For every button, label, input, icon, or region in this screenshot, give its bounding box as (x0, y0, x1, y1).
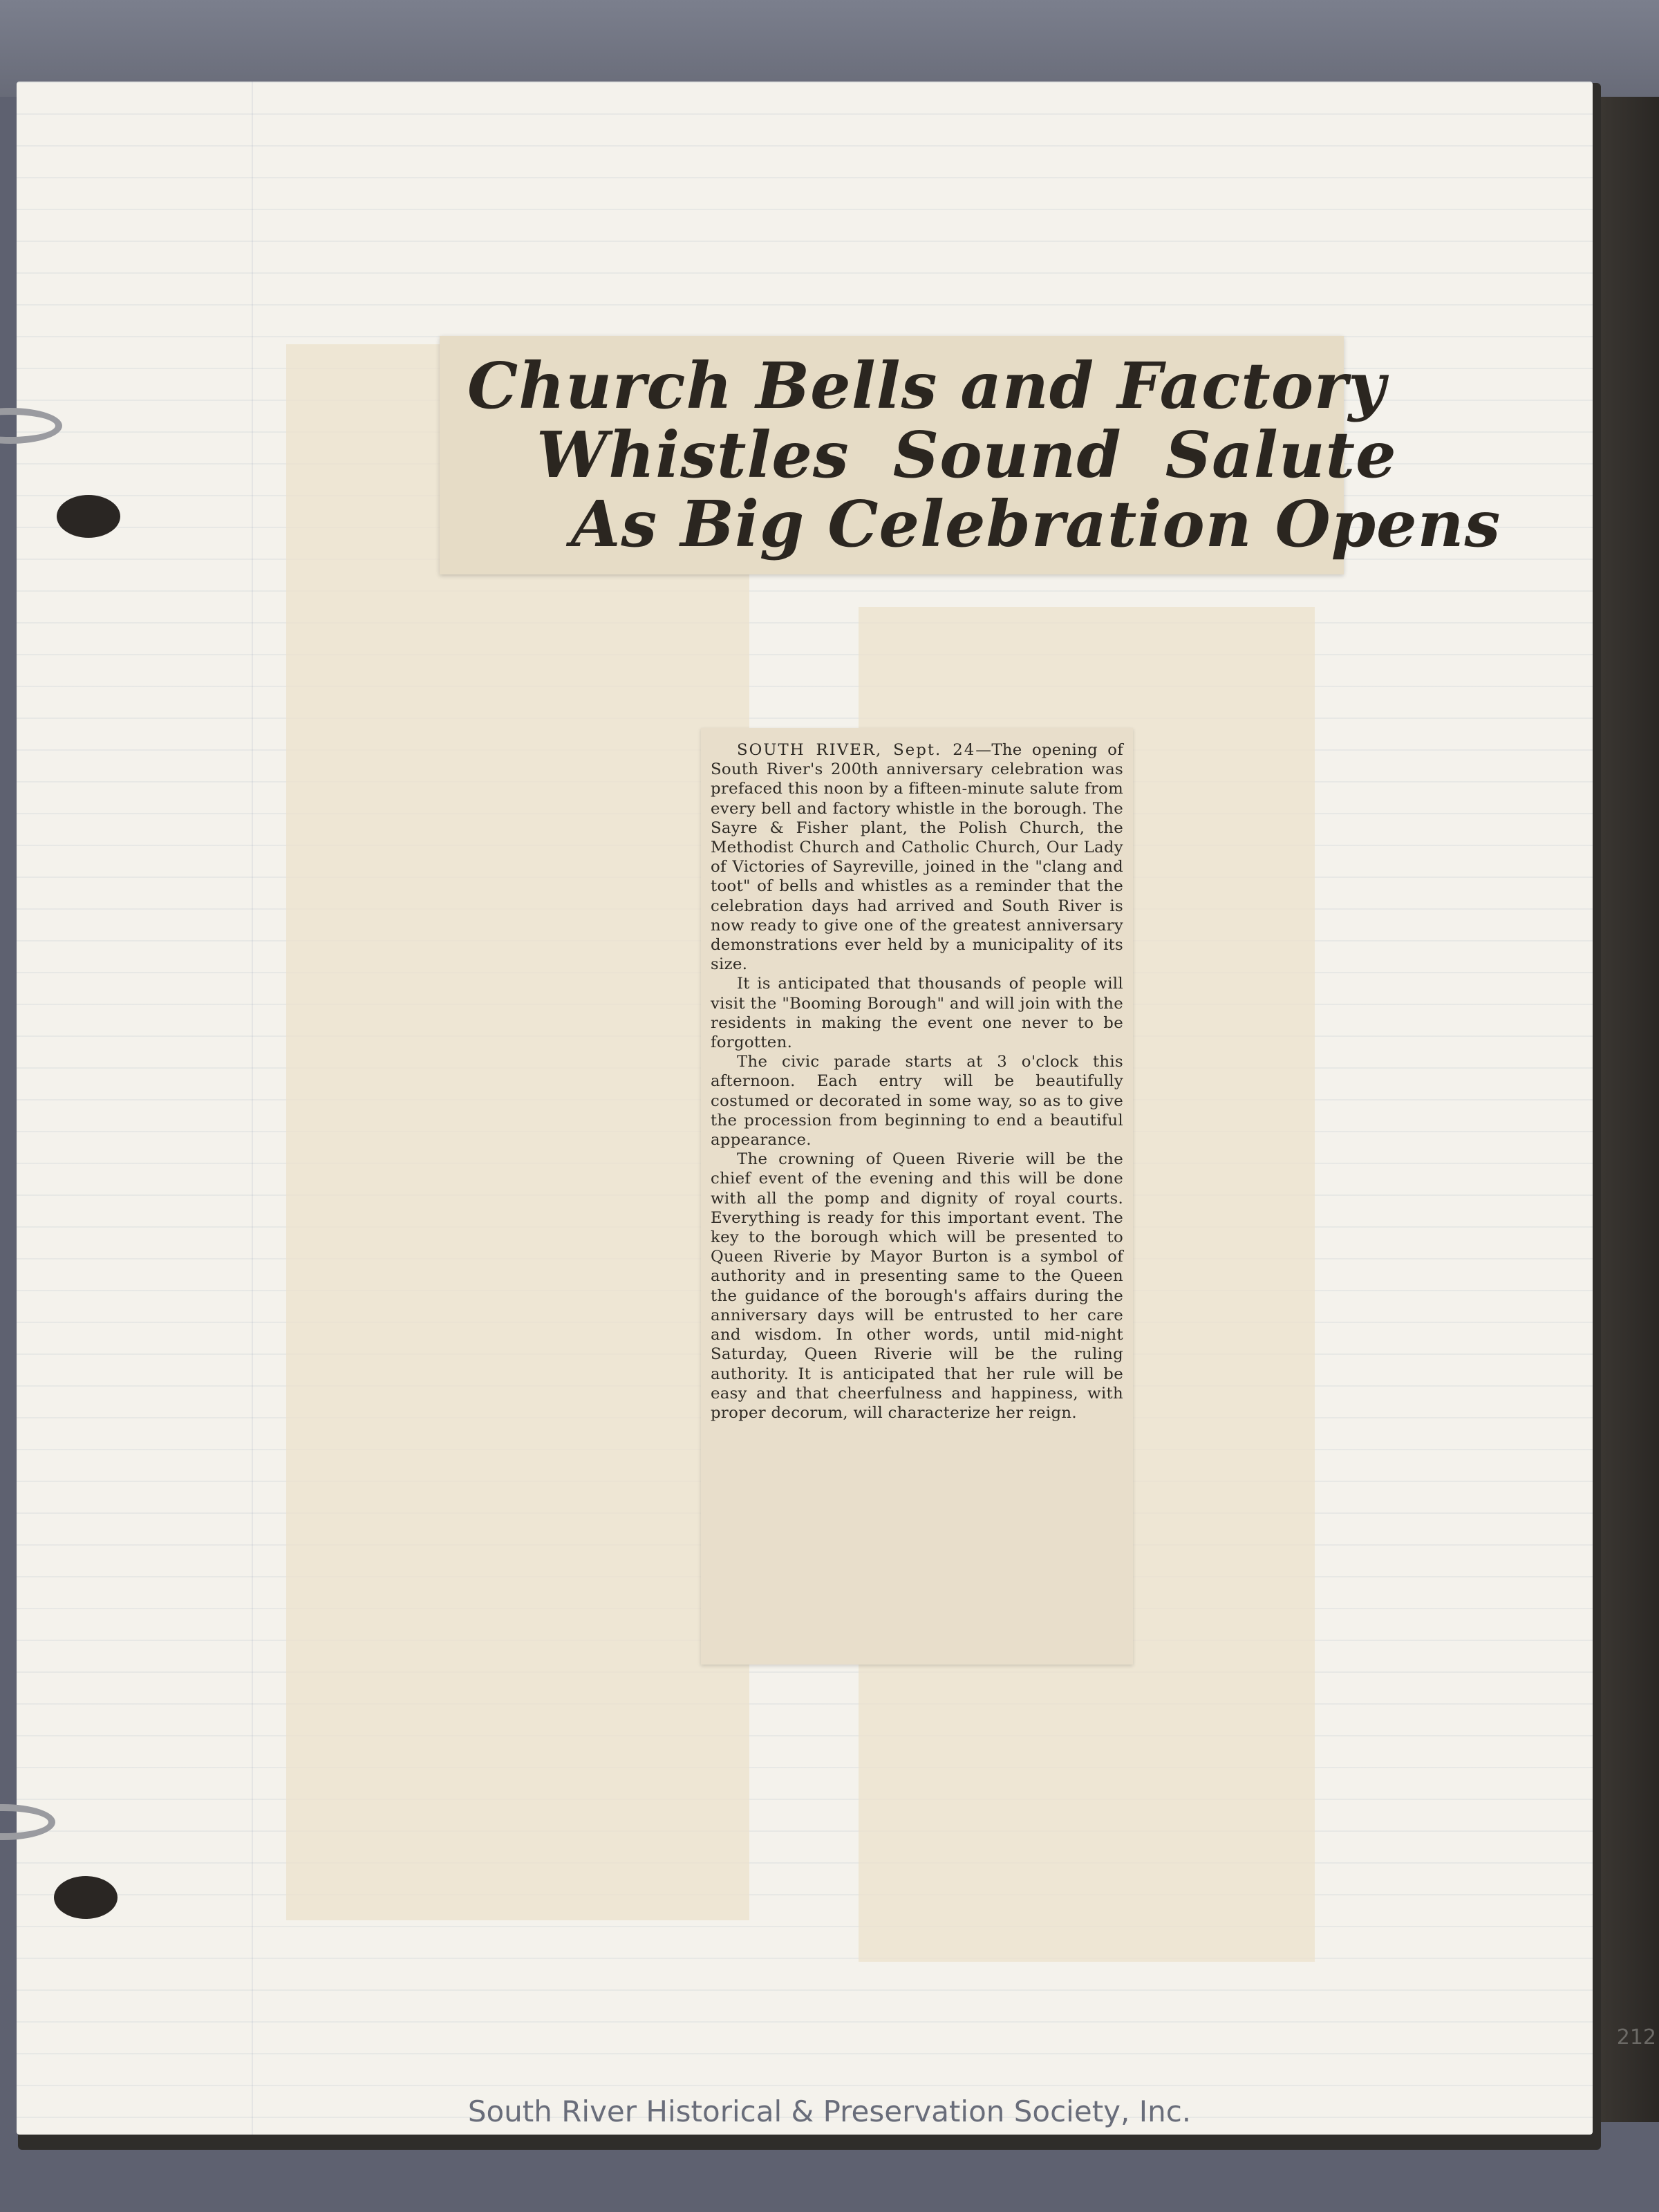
headline-clipping (440, 336, 1501, 574)
article-paragraph-3: The civic parade starts at 3 o'clock this afternoon. Each entry will be beautifully costumed or decorated in some way, so as to give the procession from beginning to end a beautiful appearance. (711, 1053, 1123, 1150)
article-paragraph-2: It is anticipated that thousands of people will visit the "Booming Borough" and will join with the residents in making the event one never to be forgotten. (711, 975, 1123, 1052)
headline-line-1: Church Bells and Factory (467, 348, 1386, 423)
binder-hole-top (57, 495, 120, 538)
article-paragraph-4: The crowning of Queen Riverie will be the chief event of the evening and this will be done with all the pomp and dignity of royal courts. Everything is ready for this important event. The key to the borough which will be presented to Queen Riverie by Mayor Burton is a symbol of authority and in presenting same to the Queen the guidance of the borough's affairs during the anniversary days will be entrusted to her care and wisdom. In other words, until mid-night Saturday, Queen Riverie will be the ruling authority. It is anticipated that her rule will be easy and that cheerfulness and happiness, with proper decorum, will characterize her reign. (711, 1150, 1123, 1422)
headline-line-3: As Big Celebration Opens (571, 487, 1501, 561)
glue-stain-left (286, 344, 749, 1920)
article-clipping (701, 728, 1133, 1665)
headline-line-2: Whistles Sound Salute (536, 418, 1397, 492)
article-dateline: SOUTH RIVER, Sept. 24 (737, 741, 976, 759)
article-paragraph-1 (711, 740, 1123, 974)
margin-line (252, 82, 253, 2135)
watermark-text: South River Historical & Preservation Society, Inc. (467, 2094, 1192, 2128)
article-paragraph-1-text: —The opening of South River's 200th anniversary celebration was prefaced this noon by a fifteen-minute salute from every bell and factory whistle in the borough. The Sayre & Fisher plant, the Polish Church, the Methodist Church and Catholic Church, Our Lady of Victories of Sayreville, joined in the "clang and toot" of bells and whistles as a reminder that the celebration days had arrived and South River is now ready to give one of the greatest anniversary demonstrations ever held by a municipality of its size. (711, 741, 1123, 974)
page-number: 212 (1616, 2025, 1656, 2050)
binder-hole-bottom (54, 1876, 118, 1919)
scrapbook-page (17, 82, 1593, 2135)
